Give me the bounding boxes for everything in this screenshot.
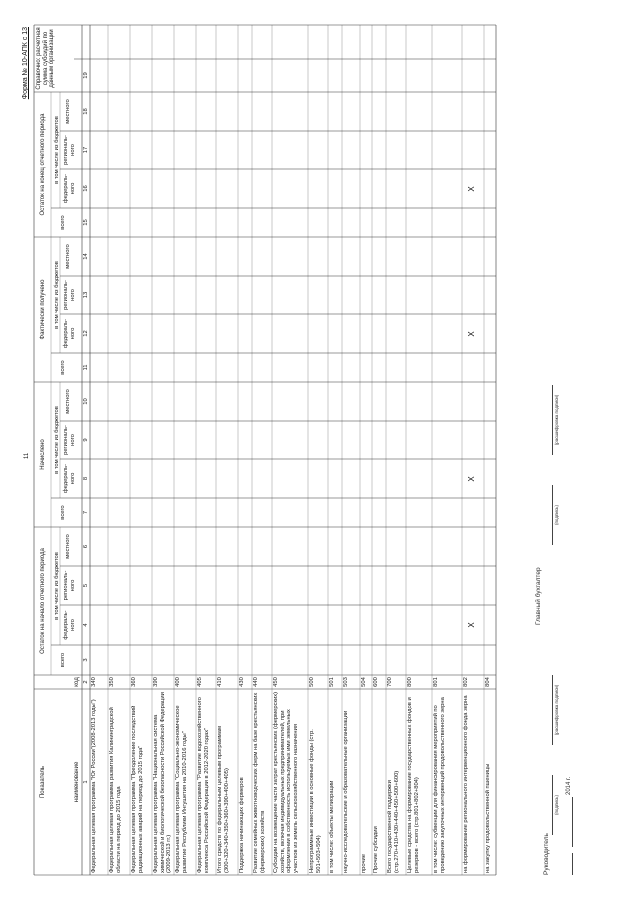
header-local: местного xyxy=(65,388,71,414)
chief-accountant-label: Главный бухгалтер xyxy=(535,566,542,625)
header-incl-budgets: в том числе из бюджетов xyxy=(54,260,60,329)
row-name: Федеральная целевая программа "Национальная система химической и биологической безопасности Российской Федерации (2009-2013 гг.) xyxy=(153,691,173,873)
row-code: 804 xyxy=(485,676,491,687)
column-number: 4 xyxy=(83,622,89,627)
row-code: 405 xyxy=(197,676,203,687)
row-code: 501 xyxy=(329,676,335,687)
row-name: Итого средств по федеральным целевым программам (300+320+340+350+360+390+400+405) xyxy=(217,725,230,873)
row-code: 410 xyxy=(217,676,223,687)
row-code: 350 xyxy=(109,676,115,687)
column-number: 12 xyxy=(83,329,89,337)
header-total: всего xyxy=(60,504,66,520)
row-name: прочие xyxy=(361,853,367,873)
header-total: всего xyxy=(60,359,66,375)
row-code: 430 xyxy=(239,676,245,687)
column-number: 16 xyxy=(83,184,89,192)
column-number: 14 xyxy=(83,252,89,260)
row-name: Федеральная целевая программа "Юг России"(2008-2013 годы") xyxy=(91,698,97,873)
column-number: 9 xyxy=(83,437,89,442)
row-name: Федеральная целевая программа "Социально-экономическое развитие Республики Ингушетия на 2010-2016 годы" xyxy=(175,704,188,873)
header-incl-budgets: в том числе из бюджетов xyxy=(54,405,60,474)
row-name: Всего государственной поддержки (стр.270+410+430+440+450+500+600) xyxy=(387,770,400,873)
accountant-name-line xyxy=(552,385,553,455)
row-code: 600 xyxy=(373,676,379,687)
column-number: 5 xyxy=(83,583,89,587)
row-name: Целевые средства на формирование государственных фондов и резервов - всего (стр.801+802+804) xyxy=(407,696,420,873)
head-name-line xyxy=(552,675,553,745)
header-name: наименование xyxy=(74,761,80,802)
header-local: местного xyxy=(65,98,71,124)
header-regional: региональ- ного xyxy=(63,279,76,310)
column-number: 17 xyxy=(83,146,89,153)
x-mark: X xyxy=(467,475,476,482)
row-code: 503 xyxy=(343,676,349,687)
row-code: 500 xyxy=(309,676,315,687)
column-number: 6 xyxy=(83,544,89,548)
date-year: 2014 г. xyxy=(566,776,572,795)
header-closing-balance: Остаток на конец отчетного периода xyxy=(40,113,46,215)
column-number: 7 xyxy=(83,510,89,514)
signature-caption: (подпись) xyxy=(554,794,559,815)
row-code: 440 xyxy=(253,676,259,687)
row-name: Поддержка начинающих фермеров xyxy=(239,776,245,873)
row-name: Развитие семейных животноводческих ферм на базе крестьянских (фермерских) хозяйств xyxy=(253,692,266,873)
header-federal: федераль- ного xyxy=(63,463,76,493)
header-code: код xyxy=(74,676,80,687)
row-name: в том числе: субвенции для финансирования мероприятий по проведению закупочных интервенций продовольственного зерна xyxy=(433,696,446,873)
row-code: 801 xyxy=(433,676,439,687)
row-name: Федеральная целевая программа "Преодоление последствий радиационных аварий на период до 2015 года" xyxy=(131,705,144,873)
report-table xyxy=(34,25,539,875)
header-total: всего xyxy=(60,652,66,667)
column-number: 3 xyxy=(83,657,89,662)
row-name: Субсидии на возмещение части затрат крестьянских (фермерских) хозяйств, включая индивидуальных предпринимателей, при оформлении в собственность используемых ими земельных участков из земель сельскохозяйственного назначения xyxy=(273,691,299,873)
header-local: местного xyxy=(65,533,71,559)
column-number: 8 xyxy=(83,476,89,480)
row-name: Федеральная целевая программа развития Калининградской области на период до 2015 года xyxy=(109,706,122,873)
name-caption: (расшифровка подписи) xyxy=(554,684,559,735)
row-name: Федеральная целевая программа "Развитие водохозяйственного комплекса Российской Федерации в 2012-2020 годах" xyxy=(197,696,210,873)
row-code: 340 xyxy=(91,676,97,687)
rotated-report-sheet xyxy=(22,23,618,883)
name-caption: (расшифровка подписи) xyxy=(554,394,559,445)
signature-caption: (подпись) xyxy=(554,504,559,525)
header-incl-budgets: в том числе из бюджетов xyxy=(54,551,60,620)
date-day-line xyxy=(572,853,573,875)
header-total: всего xyxy=(60,214,66,230)
row-code: 802 xyxy=(463,676,469,687)
accountant-signature-line xyxy=(552,485,553,545)
header-accrued: Начислено xyxy=(40,438,46,470)
row-name: Непрограммные инвестиции в основные фонды (стр. 501+503+504) xyxy=(309,728,322,873)
x-mark: X xyxy=(467,185,476,192)
column-number: 19 xyxy=(83,71,89,79)
row-code: 800 xyxy=(407,676,413,687)
signature-footer xyxy=(534,25,618,875)
row-name: научно-исследовательские и образовательные организации xyxy=(343,710,349,873)
header-opening-balance: Остаток на начало отчетного периода xyxy=(40,547,46,654)
form-code: Форма № 10-АПК с 13 xyxy=(22,26,29,99)
row-code: 700 xyxy=(387,676,393,687)
header-local: местного xyxy=(65,243,71,269)
head-signature-line xyxy=(552,775,553,835)
row-code: 390 xyxy=(153,676,159,687)
header-federal: федераль- ного xyxy=(63,318,76,348)
column-number: 1 xyxy=(83,779,89,784)
row-code: 360 xyxy=(131,676,137,687)
header-incl-budgets: в том числе из бюджетов xyxy=(54,115,60,184)
header-reference: Справочно: расчетная сумма субсидий по данным организации xyxy=(36,26,56,90)
x-mark: X xyxy=(467,621,476,628)
date-month-line xyxy=(572,797,573,847)
column-number: 18 xyxy=(83,107,89,115)
header-federal: федераль- ного xyxy=(63,173,76,203)
column-number: 15 xyxy=(83,218,89,226)
header-regional: региональ- ного xyxy=(63,134,76,165)
header-regional: региональ- ного xyxy=(63,424,76,455)
column-number: 13 xyxy=(83,291,89,298)
page-number: 11 xyxy=(24,452,30,459)
row-name: на закупку продовольственной пшеницы xyxy=(485,763,491,873)
row-code: 400 xyxy=(175,676,181,687)
header-federal: федераль- ного xyxy=(63,609,76,640)
column-number: 11 xyxy=(83,363,89,371)
row-name: на формирование регионального интервенционного фонда зерна xyxy=(463,694,469,873)
header-indicator: Показатель xyxy=(40,765,46,798)
header-received: Фактически получено xyxy=(40,279,46,339)
row-name: Прочие субсидии xyxy=(373,825,379,873)
head-label: Руководитель xyxy=(543,832,550,875)
row-name: в том числе: объекты мелиорации xyxy=(329,780,335,873)
x-mark: X xyxy=(467,330,476,337)
column-number: 10 xyxy=(83,397,89,405)
row-code: 450 xyxy=(273,676,279,687)
column-number: 2 xyxy=(83,679,89,684)
row-code: 504 xyxy=(361,676,367,687)
header-regional: региональ- ного xyxy=(63,570,76,600)
